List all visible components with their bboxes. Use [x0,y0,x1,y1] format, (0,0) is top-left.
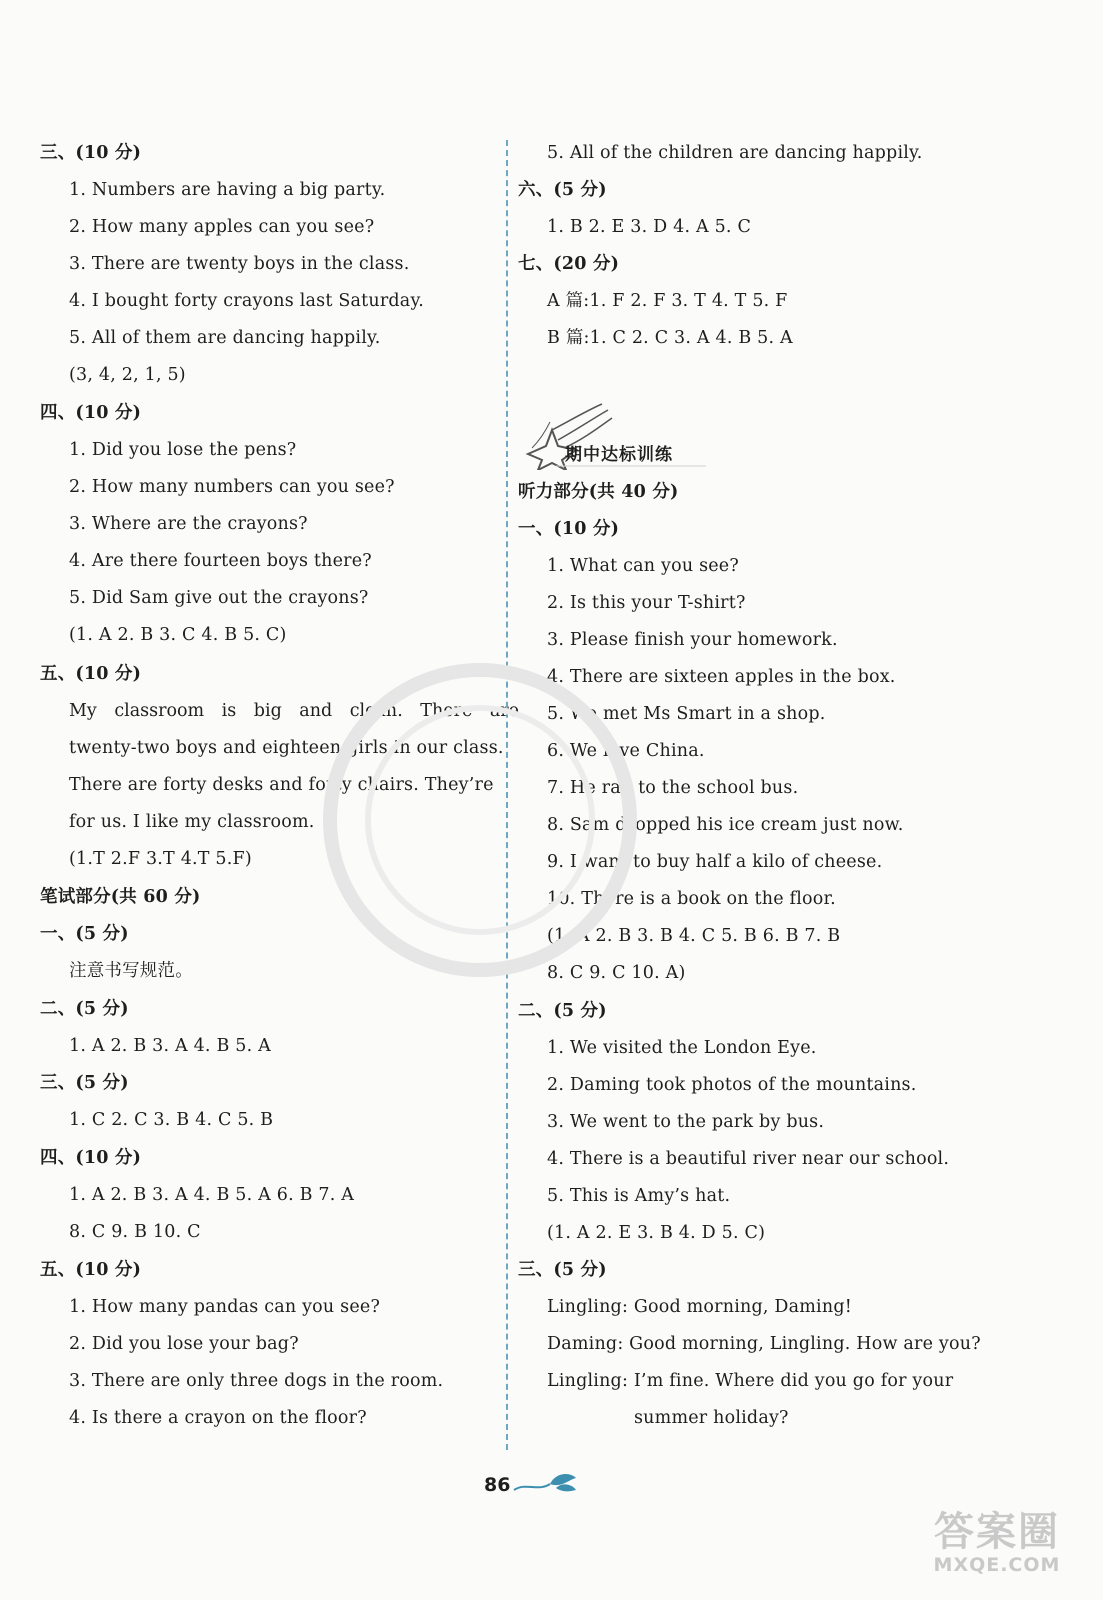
word: and [299,701,333,721]
section-banner-title: 期中达标训练 [565,445,673,465]
list-item: 10. There is a book on the floor. [547,889,836,909]
dialogue-line: Daming: Good morning, Lingling. How are you? [547,1334,981,1354]
section-header: 一、(5 分) [40,924,129,944]
list-item: 5. All of them are dancing happily. [69,328,381,348]
word: big [253,701,282,721]
section-header: 一、(10 分) [518,519,620,539]
part-header-listening: 听力部分(共 40 分) [518,482,679,502]
list-item: 3. We went to the park by bus. [547,1112,825,1132]
section-header: 六、(5 分) [518,180,607,200]
list-item: 3. Where are the crayons? [69,514,308,534]
word: There [420,701,473,721]
answer-key: (1. A 2. B 3. B 4. C 5. B 6. B 7. B [547,926,841,946]
page-number: 86 [484,1474,511,1496]
word: are [489,701,519,721]
section-header: 四、(10 分) [40,403,142,423]
list-item: 4. Is there a crayon on the floor? [69,1408,367,1428]
answer-key: A 篇:1. F 2. F 3. T 4. T 5. F [547,291,788,311]
list-item: 2. How many numbers can you see? [69,477,395,497]
answer-key: (1.T 2.F 3.T 4.T 5.F) [69,849,252,869]
list-item: 7. He ran to the school bus. [547,778,799,798]
paragraph-line: for us. I like my classroom. [69,812,315,832]
section-header: 七、(20 分) [518,254,620,274]
list-item: 2. Daming took photos of the mountains. [547,1075,917,1095]
section-header: 三、(10 分) [40,143,142,163]
list-item: 2. How many apples can you see? [69,217,375,237]
answer-key: (1. A 2. B 3. C 4. B 5. C) [69,625,287,645]
section-header: 三、(5 分) [40,1073,129,1093]
answer-key: 8. C 9. C 10. A) [547,963,686,983]
list-item: 1. What can you see? [547,556,739,576]
list-item: 4. There are sixteen apples in the box. [547,667,896,687]
watermark-title: 答案圈 [934,1509,1060,1555]
list-item: 5. All of the children are dancing happily. [547,143,923,163]
dialogue-line: Lingling: I’m fine. Where did you go for your [547,1371,954,1391]
paragraph-line: There are forty desks and forty chairs. They’re [69,775,494,795]
answer-key: 8. C 9. B 10. C [69,1222,201,1242]
list-item: 6. We love China. [547,741,705,761]
answer-key: (1. A 2. E 3. B 4. D 5. C) [547,1223,766,1243]
section-header: 五、(10 分) [40,1260,142,1280]
section-header: 五、(10 分) [40,664,142,684]
list-item: 3. There are twenty boys in the class. [69,254,410,274]
answer-key: 1. A 2. B 3. A 4. B 5. A 6. B 7. A [69,1185,355,1205]
list-item: 5. Did Sam give out the crayons? [69,588,369,608]
list-item: 4. There is a beautiful river near our school. [547,1149,950,1169]
section-header: 三、(5 分) [518,1260,607,1280]
answer-key: B 篇:1. C 2. C 3. A 4. B 5. A [547,328,793,348]
list-item: 4. I bought forty crayons last Saturday. [69,291,424,311]
list-item: 2. Did you lose your bag? [69,1334,299,1354]
word: clean. [349,701,403,721]
instruction-text: 注意书写规范。 [69,961,193,981]
word: My [69,701,97,721]
dialogue-line: summer holiday? [634,1408,789,1428]
answer-key: (3, 4, 2, 1, 5) [69,365,186,385]
list-item: 3. There are only three dogs in the room. [69,1371,444,1391]
answer-key: 1. A 2. B 3. A 4. B 5. A [69,1036,271,1056]
answer-key: 1. B 2. E 3. D 4. A 5. C [547,217,752,237]
list-item: 1. We visited the London Eye. [547,1038,817,1058]
section-header: 四、(10 分) [40,1148,142,1168]
section-header: 二、(5 分) [518,1001,607,1021]
list-item: 1. Numbers are having a big party. [69,180,386,200]
watermark-circle [300,640,660,1000]
word: classroom [114,701,205,721]
list-item: 1. Did you lose the pens? [69,440,297,460]
list-item: 5. We met Ms Smart in a shop. [547,704,826,724]
watermark-url: MXQE.COM [933,1554,1061,1576]
section-header: 二、(5 分) [40,999,129,1019]
leaf-icon [512,1468,582,1498]
watermark-logo [917,1510,1077,1576]
answer-key: 1. C 2. C 3. B 4. C 5. B [69,1110,274,1130]
word: is [221,701,237,721]
paragraph-line: twenty-two boys and eighteen girls in our class. [69,738,504,758]
list-item: 5. This is Amy’s hat. [547,1186,731,1206]
list-item: 1. How many pandas can you see? [69,1297,381,1317]
list-item: 8. Sam dropped his ice cream just now. [547,815,904,835]
dialogue-line: Lingling: Good morning, Daming! [547,1297,852,1317]
list-item: 9. I want to buy half a kilo of cheese. [547,852,883,872]
list-item: 4. Are there fourteen boys there? [69,551,372,571]
part-header-written: 笔试部分(共 60 分) [40,887,201,907]
list-item: 2. Is this your T-shirt? [547,593,746,613]
list-item: 3. Please finish your homework. [547,630,838,650]
